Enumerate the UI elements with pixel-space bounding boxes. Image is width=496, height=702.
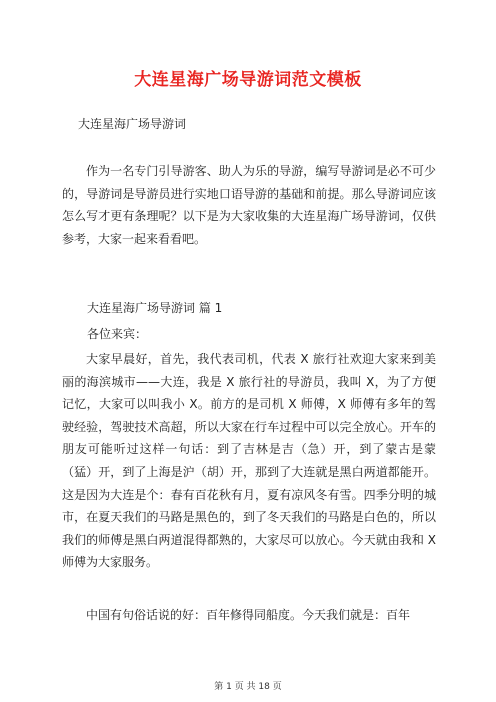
section-title: 大连星海广场导游词 篇 1 — [87, 301, 223, 315]
body-paragraph-proverb: 中国有句俗话说的好：百年修得同船度。今天我们就是：百年 — [86, 608, 411, 622]
body-paragraph-welcome: 大家早晨好，首先，我代表司机，代表 X 旅行社欢迎大家来到美丽的海滨城市——大连，我是 X 旅行社的导游员，我叫 X，为了方便记忆，大家可以叫我小 X。前方的是司机 X 师傅，X 师傅有多年的驾驶经验，驾驶技术高超，所以大家在行车过程中可以完全放心。开车的朋友可能听过这样一句话：到了吉林是吉（急）开，到了蒙古是蒙（猛）开，到了上海是沪（胡）开，那到了大连就是黑白两道都能开。这是因为大连是个：春有百花秋有月，夏有凉风冬有雪。四季分明的城市，在夏天我们的马路是黑色的，到了冬天我们的马路是白色的，所以我们的师傅是黑白两道混得都熟的，大家尽可以放心。今天就由我和 X 师傅为大家服务。 — [62, 352, 436, 570]
document-title: 大连星海广场导游词范文模板 — [134, 70, 362, 90]
greeting-line: 各位来宾： — [87, 327, 148, 341]
page-footer: 第 1 页 共 18 页 — [214, 682, 282, 692]
intro-paragraph: 作为一名专门引导游客、助人为乐的导游，编写导游词是必不可少的，导游词是导游员进行实地口语导游的基础和前提。那么导游词应该怎么写才更有条理呢？以下是为大家收集的大连星海广场导游词，仅供参考，大家一起来看看吧。 — [62, 164, 436, 246]
document-subtitle: 大连星海广场导游词 — [78, 117, 187, 131]
